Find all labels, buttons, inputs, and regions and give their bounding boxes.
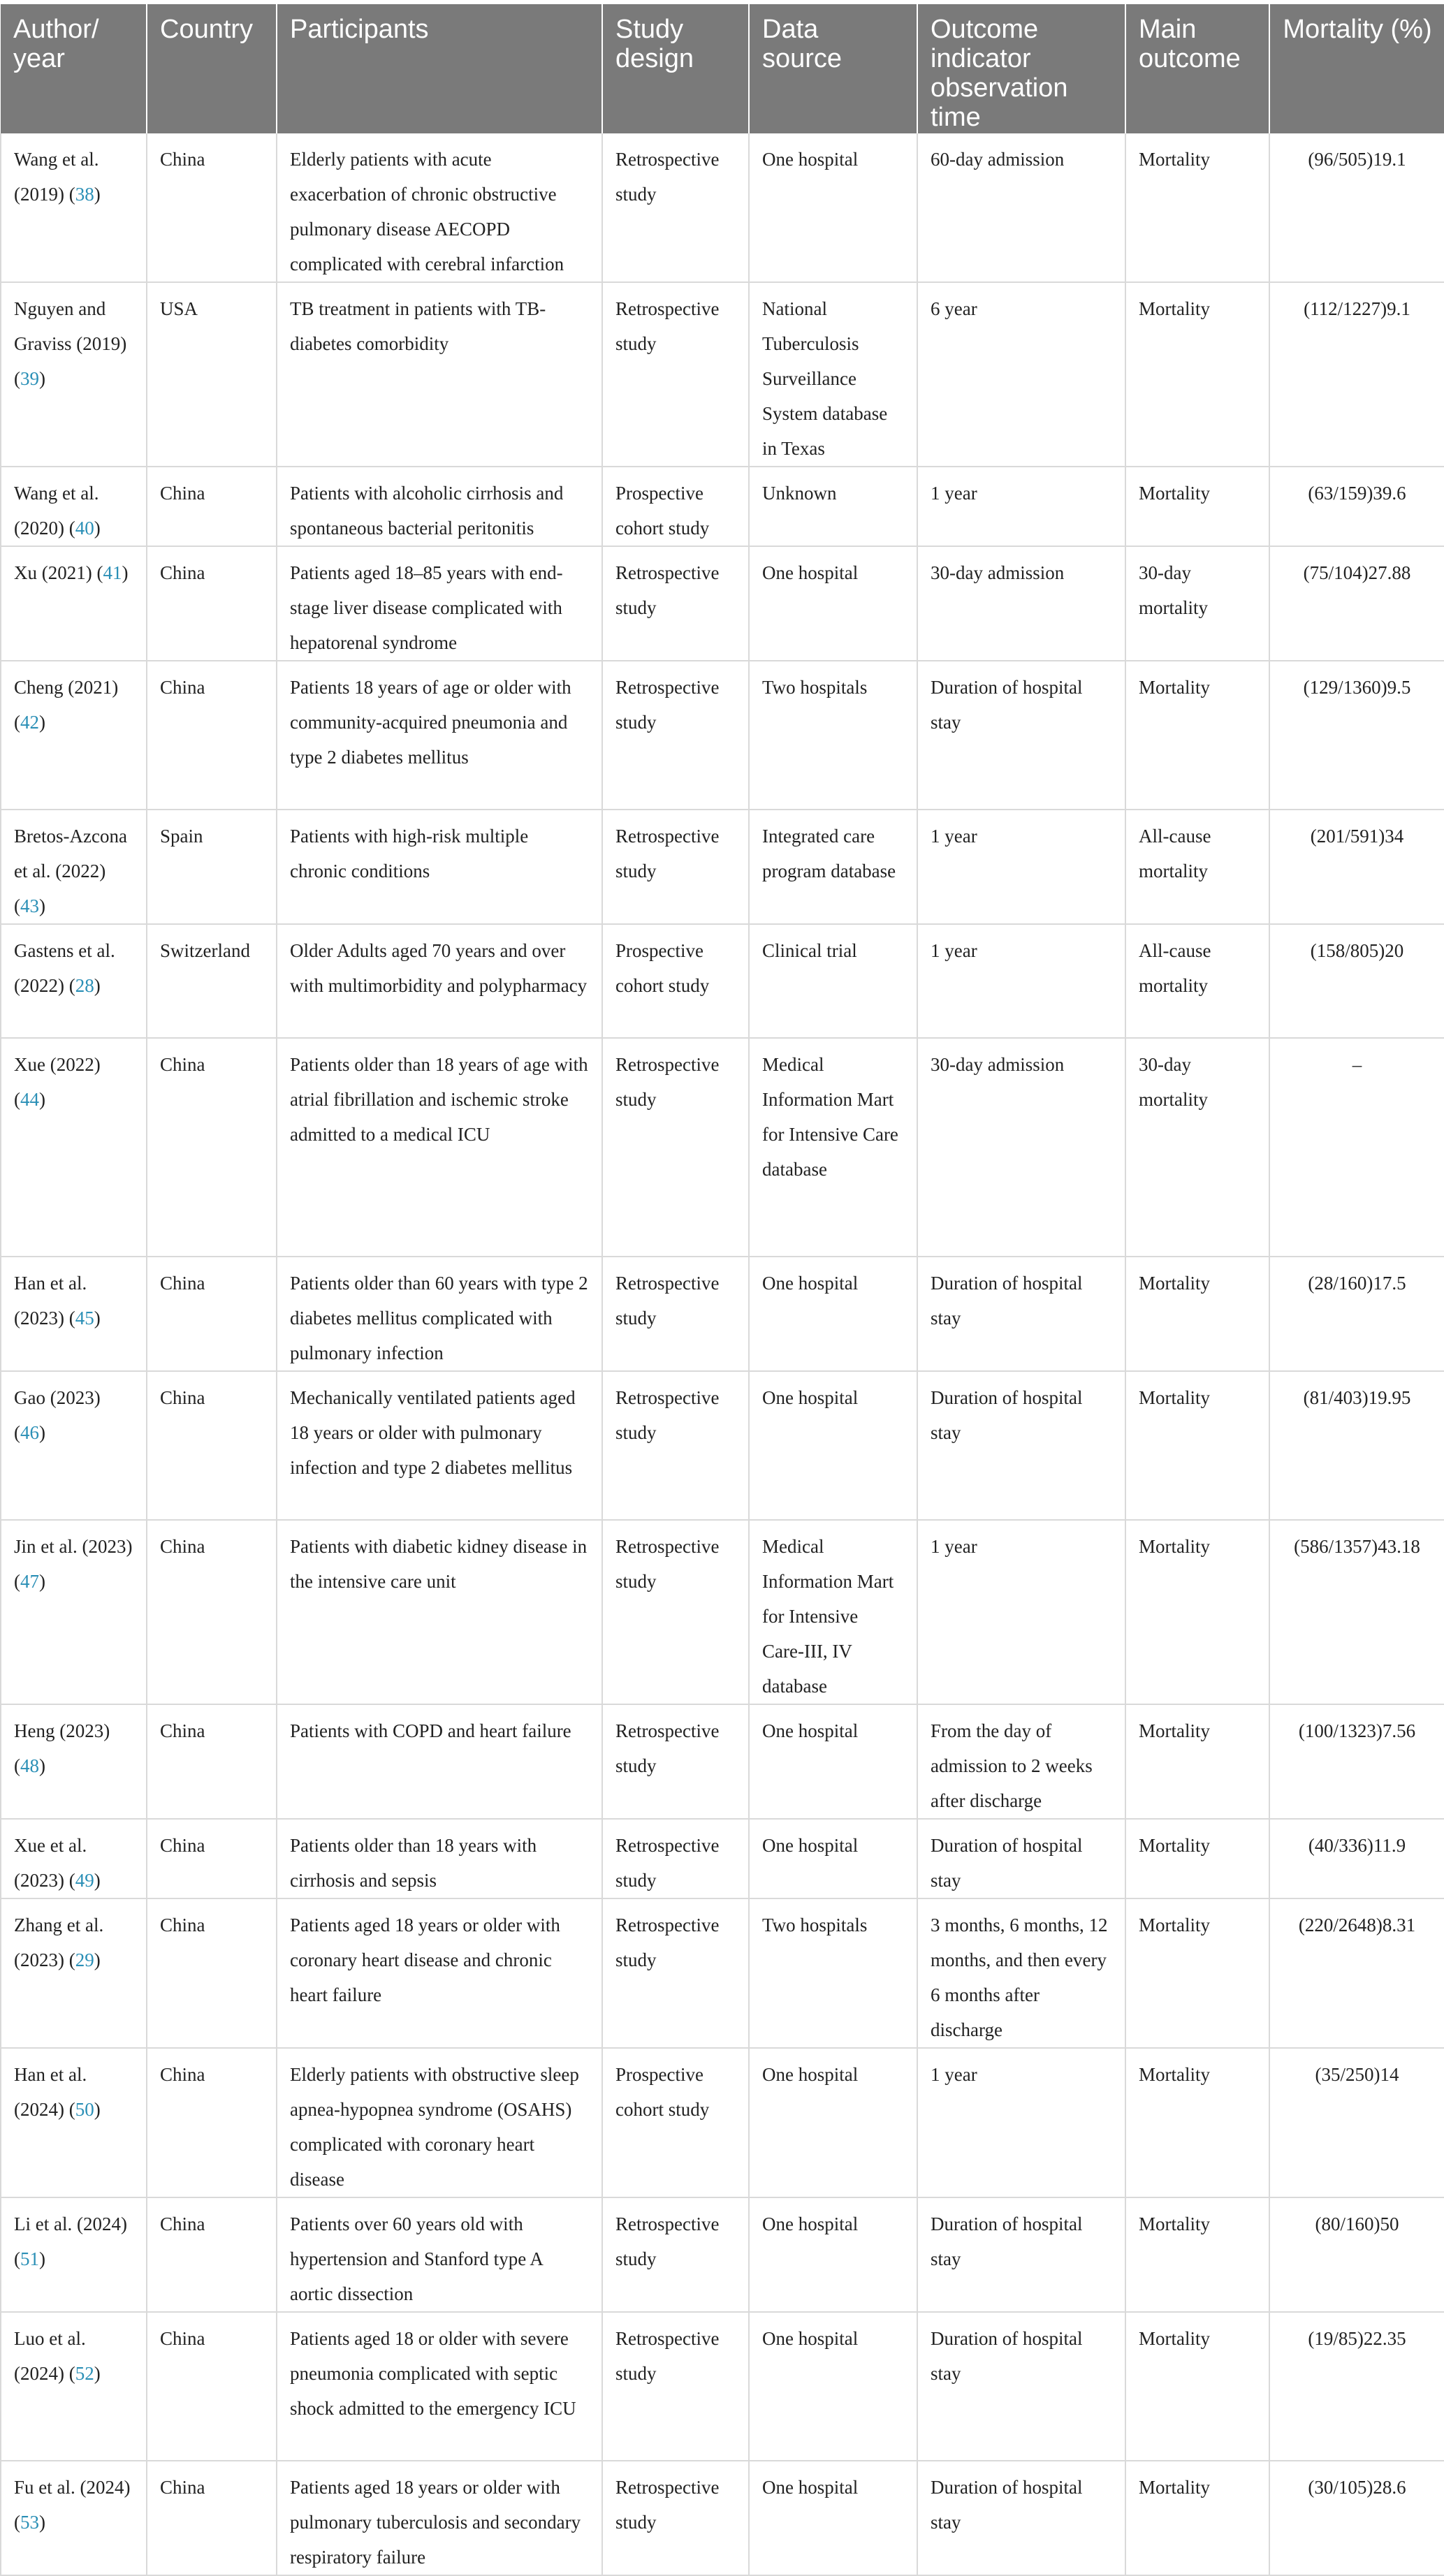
cell-main-outcome: Mortality — [1125, 1520, 1269, 1704]
cell-participants: Patients older than 18 years of age with atrial fibrillation and ischemic stroke admitted to a medical ICU — [277, 1038, 602, 1257]
cell-main-outcome: Mortality — [1125, 1257, 1269, 1371]
cell-main-outcome: Mortality — [1125, 282, 1269, 467]
cell-study-design: Retrospective study — [602, 1371, 749, 1520]
cell-study-design: Retrospective study — [602, 133, 749, 282]
cell-mortality: (201/591)34 — [1269, 810, 1444, 924]
table-row — [1, 2312, 1444, 2461]
cell-country: China — [147, 1038, 277, 1257]
cell-data-source: One hospital — [749, 2461, 917, 2575]
cell-author-year: Xue et al. (2023) (49) — [1, 1819, 147, 1898]
reference-link[interactable]: 46 — [20, 1422, 39, 1443]
author-year-text: Heng (2023) ( — [14, 1720, 110, 1776]
cell-country: China — [147, 2048, 277, 2197]
cell-country: China — [147, 661, 277, 810]
cell-participants: Patients aged 18–85 years with end-stage liver disease complicated with hepatorenal syndrome — [277, 546, 602, 661]
cell-country: China — [147, 467, 277, 546]
cell-study-design: Retrospective study — [602, 2312, 749, 2461]
table-row — [1, 1038, 1444, 1257]
cell-main-outcome: Mortality — [1125, 1898, 1269, 2048]
cell-study-design: Prospective cohort study — [602, 467, 749, 546]
cell-outcome-time: Duration of hospital stay — [917, 2197, 1125, 2312]
cell-mortality: (96/505)19.1 — [1269, 133, 1444, 282]
cell-author-year: Zhang et al. (2023) (29) — [1, 1898, 147, 2048]
cell-main-outcome: Mortality — [1125, 661, 1269, 810]
reference-link[interactable]: 52 — [75, 2363, 94, 2384]
cell-author-year: Jin et al. (2023) (47) — [1, 1520, 147, 1704]
cell-outcome-time: 1 year — [917, 1520, 1125, 1704]
table-row — [1, 546, 1444, 661]
reference-link[interactable]: 41 — [103, 562, 122, 583]
table-row — [1, 1371, 1444, 1520]
cell-outcome-time: 3 months, 6 months, 12 months, and then every 6 months after discharge — [917, 1898, 1125, 2048]
cell-mortality: (80/160)50 — [1269, 2197, 1444, 2312]
cell-outcome-time: Duration of hospital stay — [917, 661, 1125, 810]
cell-main-outcome: Mortality — [1125, 2312, 1269, 2461]
cell-data-source: One hospital — [749, 2312, 917, 2461]
cell-main-outcome: Mortality — [1125, 1704, 1269, 1819]
table-row — [1, 1704, 1444, 1819]
table-row — [1, 133, 1444, 282]
reference-link[interactable]: 38 — [75, 184, 94, 205]
cell-author-year: Han et al. (2024) (50) — [1, 2048, 147, 2197]
header-author: Author/ year — [1, 4, 147, 133]
cell-study-design: Retrospective study — [602, 810, 749, 924]
cell-outcome-time: 60-day admission — [917, 133, 1125, 282]
table-row — [1, 282, 1444, 467]
cell-participants: Patients with high-risk multiple chronic conditions — [277, 810, 602, 924]
cell-mortality: (28/160)17.5 — [1269, 1257, 1444, 1371]
cell-participants: Patients older than 60 years with type 2 diabetes mellitus complicated with pulmonary infection — [277, 1257, 602, 1371]
reference-link[interactable]: 39 — [20, 368, 39, 389]
table-row — [1, 2461, 1444, 2575]
cell-country: China — [147, 133, 277, 282]
cell-country: China — [147, 1704, 277, 1819]
author-year-text: Cheng (2021) ( — [14, 677, 119, 733]
author-year-text: Wang et al. (2020) ( — [14, 483, 99, 539]
cell-main-outcome: Mortality — [1125, 2461, 1269, 2575]
cell-participants: Elderly patients with obstructive sleep apnea-hypopnea syndrome (OSAHS) complicated with coronary heart disease — [277, 2048, 602, 2197]
cell-outcome-time: Duration of hospital stay — [917, 1257, 1125, 1371]
cell-mortality: (75/104)27.88 — [1269, 546, 1444, 661]
cell-country: China — [147, 2197, 277, 2312]
cell-main-outcome: All-cause mortality — [1125, 924, 1269, 1038]
cell-outcome-time: From the day of admission to 2 weeks after discharge — [917, 1704, 1125, 1819]
cell-mortality: – — [1269, 1038, 1444, 1257]
cell-author-year: Li et al. (2024) (51) — [1, 2197, 147, 2312]
cell-participants: Elderly patients with acute exacerbation of chronic obstructive pulmonary disease AECOPD complicated with cerebral infarction — [277, 133, 602, 282]
reference-link[interactable]: 40 — [75, 518, 94, 539]
author-year-text: Zhang et al. (2023) ( — [14, 1915, 104, 1970]
reference-link[interactable]: 43 — [20, 895, 39, 916]
cell-country: China — [147, 2461, 277, 2575]
cell-study-design: Retrospective study — [602, 1520, 749, 1704]
table-row — [1, 2197, 1444, 2312]
cell-country: USA — [147, 282, 277, 467]
header-outcome-time: Outcome indicator observation time — [917, 4, 1125, 133]
cell-participants: Patients with diabetic kidney disease in the intensive care unit — [277, 1520, 602, 1704]
header-data-source: Data source — [749, 4, 917, 133]
reference-link[interactable]: 44 — [20, 1089, 39, 1110]
cell-country: China — [147, 1257, 277, 1371]
cell-study-design: Retrospective study — [602, 2197, 749, 2312]
cell-country: China — [147, 2312, 277, 2461]
cell-data-source: National Tuberculosis Surveillance System database in Texas — [749, 282, 917, 467]
cell-data-source: Integrated care program database — [749, 810, 917, 924]
table-row — [1, 1257, 1444, 1371]
cell-mortality: (129/1360)9.5 — [1269, 661, 1444, 810]
cell-data-source: One hospital — [749, 2048, 917, 2197]
cell-data-source: Clinical trial — [749, 924, 917, 1038]
author-year-text: Han et al. (2023) ( — [14, 1273, 87, 1329]
cell-mortality: (100/1323)7.56 — [1269, 1704, 1444, 1819]
author-year-text: Fu et al. (2024) ( — [14, 2477, 131, 2533]
cell-outcome-time: 30-day admission — [917, 1038, 1125, 1257]
reference-link[interactable]: 48 — [20, 1755, 39, 1776]
cell-data-source: Two hospitals — [749, 1898, 917, 2048]
cell-main-outcome: All-cause mortality — [1125, 810, 1269, 924]
reference-link[interactable]: 45 — [75, 1308, 94, 1329]
cell-participants: Patients 18 years of age or older with community-acquired pneumonia and type 2 diabetes mellitus — [277, 661, 602, 810]
reference-link[interactable]: 50 — [75, 2099, 94, 2120]
header-mortality: Mortality (%) — [1269, 4, 1444, 133]
cell-main-outcome: Mortality — [1125, 1371, 1269, 1520]
cell-author-year: Heng (2023) (48) — [1, 1704, 147, 1819]
cell-participants: Mechanically ventilated patients aged 18 years or older with pulmonary infection and type 2 diabetes mellitus — [277, 1371, 602, 1520]
cell-mortality: (81/403)19.95 — [1269, 1371, 1444, 1520]
cell-outcome-time: 1 year — [917, 467, 1125, 546]
cell-participants: Patients with alcoholic cirrhosis and spontaneous bacterial peritonitis — [277, 467, 602, 546]
author-year-text: Jin et al. (2023) ( — [14, 1536, 133, 1592]
cell-data-source: One hospital — [749, 1704, 917, 1819]
cell-outcome-time: Duration of hospital stay — [917, 1819, 1125, 1898]
cell-author-year: Wang et al. (2020) (40) — [1, 467, 147, 546]
cell-data-source: Unknown — [749, 467, 917, 546]
cell-main-outcome: Mortality — [1125, 133, 1269, 282]
cell-outcome-time: 30-day admission — [917, 546, 1125, 661]
cell-outcome-time: Duration of hospital stay — [917, 1371, 1125, 1520]
cell-author-year: Luo et al. (2024) (52) — [1, 2312, 147, 2461]
cell-author-year: Han et al. (2023) (45) — [1, 1257, 147, 1371]
cell-main-outcome: Mortality — [1125, 2048, 1269, 2197]
cell-data-source: One hospital — [749, 2197, 917, 2312]
reference-link[interactable]: 51 — [20, 2248, 39, 2269]
cell-study-design: Retrospective study — [602, 1898, 749, 2048]
reference-link[interactable]: 53 — [20, 2512, 39, 2533]
author-year-text: Gastens et al. (2022) ( — [14, 940, 115, 996]
cell-author-year: Wang et al. (2019) (38) — [1, 133, 147, 282]
table-row — [1, 1520, 1444, 1704]
author-year-text: Luo et al. (2024) ( — [14, 2328, 86, 2384]
header-row — [1, 4, 1444, 133]
author-year-text: Xue (2022) ( — [14, 1054, 101, 1110]
cell-author-year: Fu et al. (2024) (53) — [1, 2461, 147, 2575]
author-year-text: Xu (2021) ( — [14, 562, 103, 583]
cell-country: China — [147, 1371, 277, 1520]
cell-study-design: Retrospective study — [602, 282, 749, 467]
cell-country: Switzerland — [147, 924, 277, 1038]
author-year-text: Han et al. (2024) ( — [14, 2064, 87, 2120]
cell-mortality: (30/105)28.6 — [1269, 2461, 1444, 2575]
cell-participants: Older Adults aged 70 years and over with multimorbidity and polypharmacy — [277, 924, 602, 1038]
cell-mortality: (63/159)39.6 — [1269, 467, 1444, 546]
table-row — [1, 2048, 1444, 2197]
cell-outcome-time: Duration of hospital stay — [917, 2461, 1125, 2575]
cell-data-source: Two hospitals — [749, 661, 917, 810]
cell-study-design: Retrospective study — [602, 1038, 749, 1257]
cell-data-source: Medical Information Mart for Intensive Care database — [749, 1038, 917, 1257]
cell-participants: Patients aged 18 years or older with pulmonary tuberculosis and secondary respiratory failure — [277, 2461, 602, 2575]
cell-participants: Patients over 60 years old with hypertension and Stanford type A aortic dissection — [277, 2197, 602, 2312]
cell-data-source: One hospital — [749, 133, 917, 282]
cell-study-design: Prospective cohort study — [602, 924, 749, 1038]
cell-study-design: Retrospective study — [602, 1704, 749, 1819]
cell-author-year: Nguyen and Graviss (2019) (39) — [1, 282, 147, 467]
header-participants: Participants — [277, 4, 602, 133]
author-year-text: Gao (2023) ( — [14, 1387, 101, 1443]
reference-link[interactable]: 29 — [75, 1949, 94, 1970]
cell-country: China — [147, 546, 277, 661]
cell-mortality: (112/1227)9.1 — [1269, 282, 1444, 467]
cell-study-design: Retrospective study — [602, 546, 749, 661]
cell-participants: Patients aged 18 or older with severe pneumonia complicated with septic shock admitted to the emergency ICU — [277, 2312, 602, 2461]
cell-mortality: (586/1357)43.18 — [1269, 1520, 1444, 1704]
reference-link[interactable]: 47 — [20, 1571, 39, 1592]
cell-data-source: One hospital — [749, 546, 917, 661]
cell-study-design: Prospective cohort study — [602, 2048, 749, 2197]
studies-table — [0, 4, 1444, 2576]
cell-study-design: Retrospective study — [602, 1257, 749, 1371]
cell-author-year: Gastens et al. (2022) (28) — [1, 924, 147, 1038]
table-row — [1, 1898, 1444, 2048]
cell-mortality: (158/805)20 — [1269, 924, 1444, 1038]
cell-main-outcome: Mortality — [1125, 2197, 1269, 2312]
cell-participants: Patients with COPD and heart failure — [277, 1704, 602, 1819]
table-row — [1, 924, 1444, 1038]
cell-outcome-time: 1 year — [917, 2048, 1125, 2197]
cell-study-design: Retrospective study — [602, 2461, 749, 2575]
cell-author-year: Gao (2023) (46) — [1, 1371, 147, 1520]
header-country: Country — [147, 4, 277, 133]
header-study-design: Study design — [602, 4, 749, 133]
header-main-outcome: Main outcome — [1125, 4, 1269, 133]
author-year-text: Xue et al. (2023) ( — [14, 1835, 87, 1891]
author-year-text: Wang et al. (2019) ( — [14, 149, 99, 205]
cell-main-outcome: Mortality — [1125, 1819, 1269, 1898]
cell-author-year: Bretos-Azcona et al. (2022) (43) — [1, 810, 147, 924]
cell-author-year: Xue (2022) (44) — [1, 1038, 147, 1257]
table-row — [1, 467, 1444, 546]
cell-author-year: Cheng (2021) (42) — [1, 661, 147, 810]
author-year-text: Li et al. (2024) ( — [14, 2213, 127, 2269]
cell-main-outcome: Mortality — [1125, 467, 1269, 546]
cell-participants: TB treatment in patients with TB-diabetes comorbidity — [277, 282, 602, 467]
cell-mortality: (220/2648)8.31 — [1269, 1898, 1444, 2048]
cell-country: Spain — [147, 810, 277, 924]
cell-author-year: Xu (2021) (41) — [1, 546, 147, 661]
cell-participants: Patients older than 18 years with cirrhosis and sepsis — [277, 1819, 602, 1898]
cell-country: China — [147, 1898, 277, 2048]
cell-outcome-time: 1 year — [917, 924, 1125, 1038]
cell-outcome-time: 6 year — [917, 282, 1125, 467]
reference-link[interactable]: 28 — [75, 975, 94, 996]
cell-mortality: (40/336)11.9 — [1269, 1819, 1444, 1898]
reference-link[interactable]: 49 — [75, 1870, 94, 1891]
cell-outcome-time: Duration of hospital stay — [917, 2312, 1125, 2461]
reference-link[interactable]: 42 — [20, 712, 39, 733]
cell-data-source: Medical Information Mart for Intensive Care-III, IV database — [749, 1520, 917, 1704]
cell-outcome-time: 1 year — [917, 810, 1125, 924]
table-row — [1, 661, 1444, 810]
table-row — [1, 810, 1444, 924]
cell-data-source: One hospital — [749, 1257, 917, 1371]
author-year-text: Nguyen and Graviss (2019) ( — [14, 298, 127, 389]
cell-mortality: (35/250)14 — [1269, 2048, 1444, 2197]
cell-participants: Patients aged 18 years or older with coronary heart disease and chronic heart failure — [277, 1898, 602, 2048]
cell-mortality: (19/85)22.35 — [1269, 2312, 1444, 2461]
cell-study-design: Retrospective study — [602, 1819, 749, 1898]
cell-country: China — [147, 1819, 277, 1898]
cell-country: China — [147, 1520, 277, 1704]
cell-data-source: One hospital — [749, 1371, 917, 1520]
table-row — [1, 1819, 1444, 1898]
author-year-text: Bretos-Azcona et al. (2022) ( — [14, 826, 127, 916]
cell-study-design: Retrospective study — [602, 661, 749, 810]
cell-main-outcome: 30-day mortality — [1125, 546, 1269, 661]
cell-data-source: One hospital — [749, 1819, 917, 1898]
cell-main-outcome: 30-day mortality — [1125, 1038, 1269, 1257]
